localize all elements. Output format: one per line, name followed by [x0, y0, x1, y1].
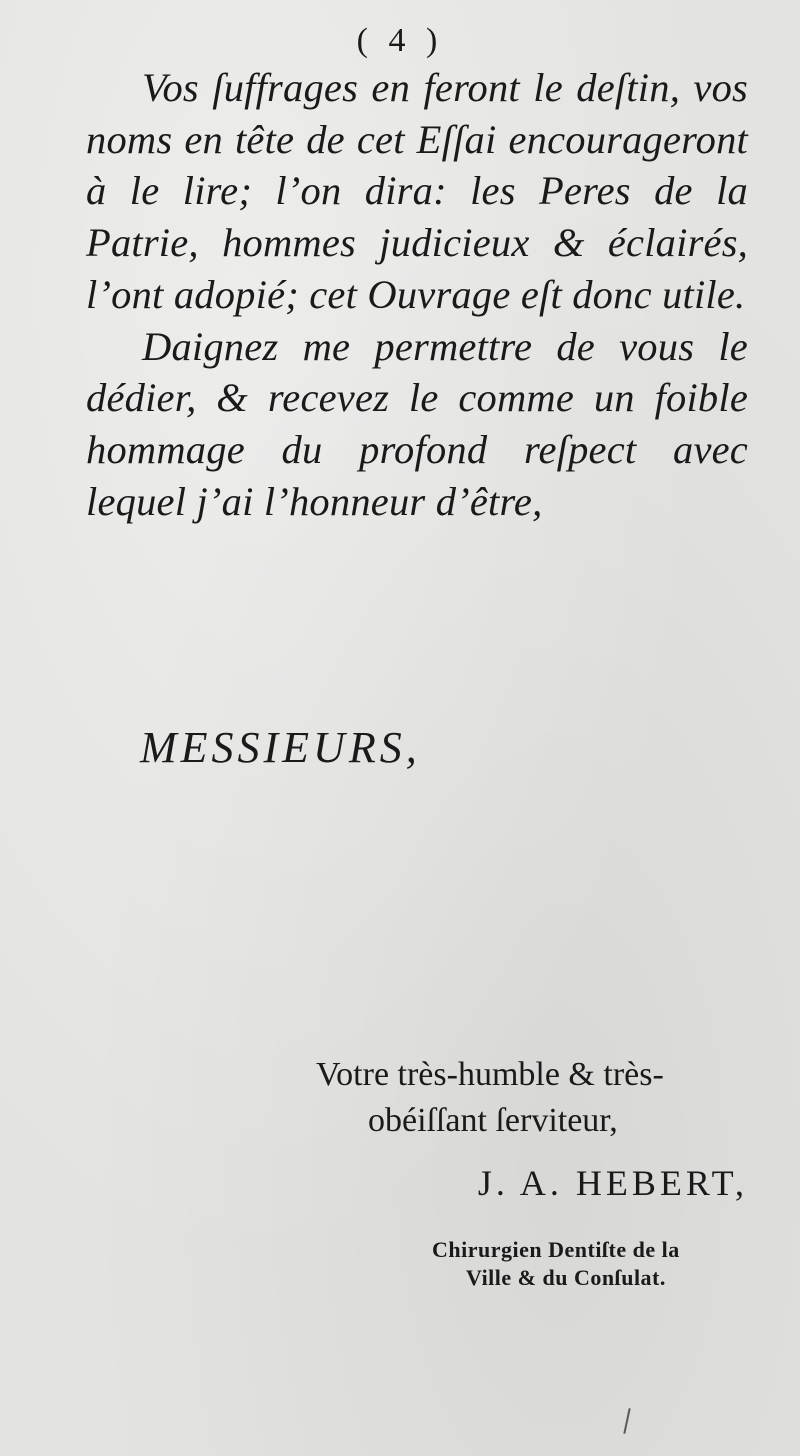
- salutation: MESSIEURS,: [140, 723, 421, 772]
- signer-title-line: Ville & du Conſulat.: [466, 1265, 666, 1290]
- ink-mark: [623, 1408, 630, 1434]
- page-number: ( 4 ): [356, 22, 444, 59]
- signature-name: J. A. HEBERT,: [477, 1163, 748, 1203]
- signer-title-line: Chirurgien Dentiſte de la: [432, 1237, 680, 1262]
- paragraph: Vos ſuffrages en feront le deſtin, vos noms en tête de cet Eſſai encourageront à le lire; l’on dira: les Peres de la Patrie, hommes judicieux & éclairés, l’ont adopié; cet Ouvrage eſt donc utile.: [86, 65, 748, 317]
- letter-body: [86, 62, 748, 527]
- closing-line: obéiſſant ſerviteur,: [368, 1102, 618, 1139]
- closing-line: Votre très-humble & très-: [316, 1056, 664, 1093]
- signer-title: [432, 1236, 752, 1292]
- paragraph: Daignez me permettre de vous le dédier, & recevez le comme un foible hommage du profond reſpect avec lequel j’ai l’honneur d’être,: [86, 323, 748, 524]
- closing: [316, 1052, 750, 1144]
